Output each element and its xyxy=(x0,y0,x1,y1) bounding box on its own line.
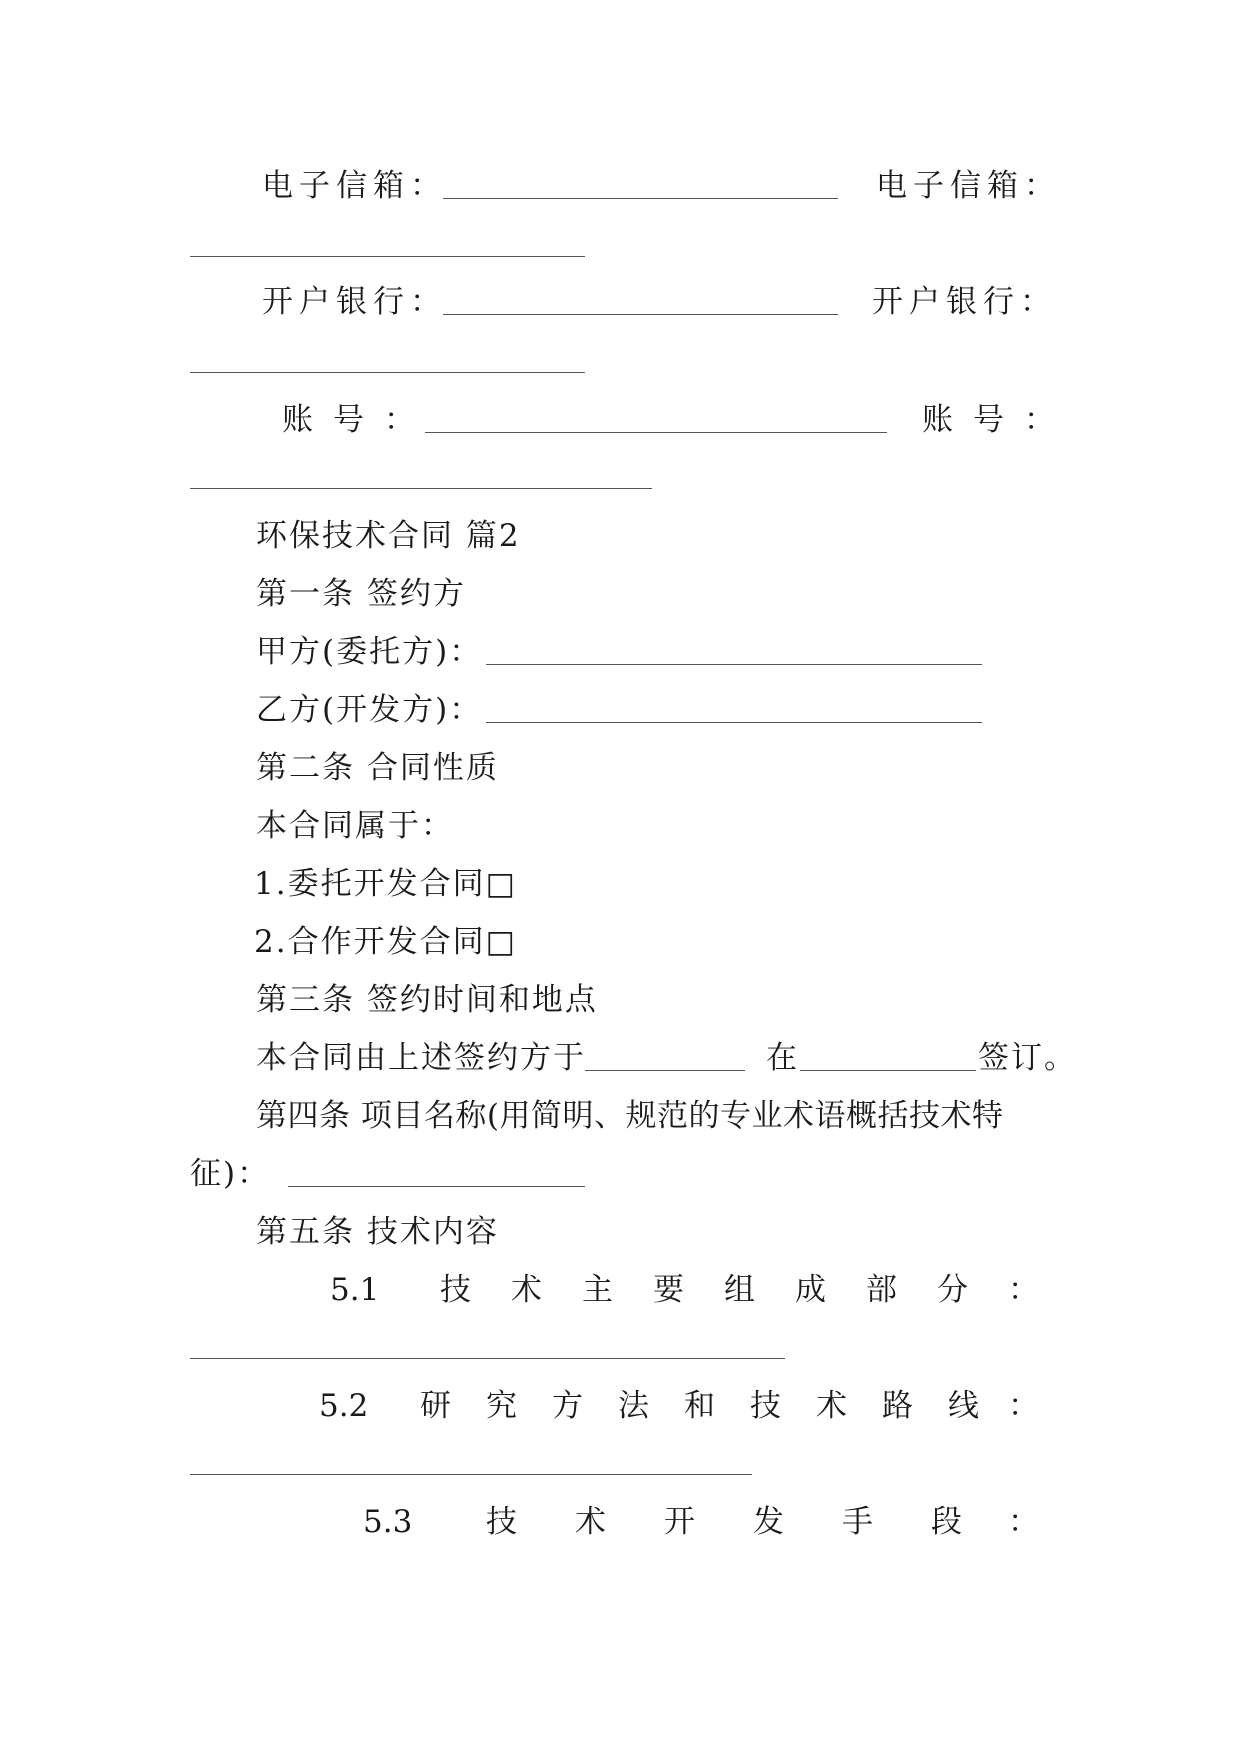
item-5-3-char: 术 xyxy=(575,1504,606,1540)
article2-heading: 第二条 合同性质 xyxy=(256,750,499,786)
article4-heading-line1: 第四条 项目名称(用简明、规范的专业术语概括技术特 xyxy=(256,1098,1004,1134)
item-5-2-char: 方 xyxy=(552,1388,583,1424)
account-label-left: 账号： xyxy=(282,402,435,438)
party-a-label: 甲方(委托方)： xyxy=(256,634,483,670)
item-5-1-blank[interactable] xyxy=(190,1358,785,1359)
bank-label-right: 开户银行： xyxy=(872,284,1057,320)
email-label-left: 电子信箱： xyxy=(262,168,447,204)
item-5-1-char: 组 xyxy=(724,1272,755,1308)
item-5-1-char: 分 xyxy=(937,1272,968,1308)
item-5-2-char: 路 xyxy=(882,1388,913,1424)
article1-heading: 第一条 签约方 xyxy=(256,576,466,612)
email-blank-left[interactable] xyxy=(443,198,838,199)
item-5-3-char: 技 xyxy=(486,1504,517,1540)
option-cooperative-development[interactable]: 2.合作开发合同□ xyxy=(254,924,517,960)
item-5-2-char: ： xyxy=(1008,1388,1039,1424)
item-5-1-char: ： xyxy=(1008,1272,1039,1308)
item-5-2-char: 术 xyxy=(816,1388,847,1424)
item-5-2-char: 究 xyxy=(486,1388,517,1424)
article3-heading: 第三条 签约时间和地点 xyxy=(256,982,598,1018)
item-5-3-char: ： xyxy=(1008,1504,1039,1540)
party-a-blank[interactable] xyxy=(486,664,982,665)
account-label-right: 账号： xyxy=(922,402,1075,438)
email-blank-right[interactable] xyxy=(190,256,585,257)
section-title: 环保技术合同 篇2 xyxy=(256,518,521,554)
project-name-blank[interactable] xyxy=(288,1186,585,1187)
item-5-1-char: 术 xyxy=(511,1272,542,1308)
bank-blank-left[interactable] xyxy=(443,314,838,315)
item-5-2-char: 研 xyxy=(420,1388,451,1424)
item-5-2-char: 法 xyxy=(618,1388,649,1424)
item-5-3-number: 5.3 xyxy=(363,1504,413,1540)
article4-heading-line2: 征)： xyxy=(190,1156,271,1192)
item-5-1-char: 要 xyxy=(653,1272,684,1308)
item-5-3-char: 发 xyxy=(753,1504,784,1540)
item-5-2-char: 技 xyxy=(750,1388,781,1424)
item-5-1-char: 技 xyxy=(440,1272,471,1308)
article3-text-before: 本合同由上述签约方于 xyxy=(256,1040,586,1076)
party-b-blank[interactable] xyxy=(486,722,982,723)
option-entrusted-development[interactable]: 1.委托开发合同□ xyxy=(254,866,517,902)
party-b-row xyxy=(256,690,482,730)
party-a-row xyxy=(256,632,482,672)
item-5-1-number: 5.1 xyxy=(330,1272,380,1308)
item-5-2-blank[interactable] xyxy=(190,1474,752,1475)
article3-text-middle: 在 xyxy=(766,1040,799,1076)
item-5-2-char: 和 xyxy=(684,1388,715,1424)
item-5-2-char: 线 xyxy=(948,1388,979,1424)
bank-label-left: 开户银行： xyxy=(262,284,447,320)
party-b-label: 乙方(开发方)： xyxy=(256,692,483,728)
article2-intro: 本合同属于： xyxy=(256,808,454,844)
item-5-1-char: 成 xyxy=(795,1272,826,1308)
sign-place-blank[interactable] xyxy=(800,1070,976,1071)
account-blank-right[interactable] xyxy=(190,488,652,489)
item-5-2-number: 5.2 xyxy=(319,1388,369,1424)
email-label-right: 电子信箱： xyxy=(876,168,1061,204)
item-5-3-char: 手 xyxy=(842,1504,873,1540)
sign-date-blank[interactable] xyxy=(585,1070,745,1071)
article5-heading: 第五条 技术内容 xyxy=(256,1214,499,1250)
item-5-1-char: 主 xyxy=(582,1272,613,1308)
item-5-3-char: 开 xyxy=(664,1504,695,1540)
bank-blank-right[interactable] xyxy=(190,372,585,373)
item-5-1-char: 部 xyxy=(866,1272,897,1308)
item-5-3-char: 段 xyxy=(931,1504,962,1540)
article3-text-after: 签订。 xyxy=(978,1040,1077,1076)
account-blank-left[interactable] xyxy=(425,432,887,433)
